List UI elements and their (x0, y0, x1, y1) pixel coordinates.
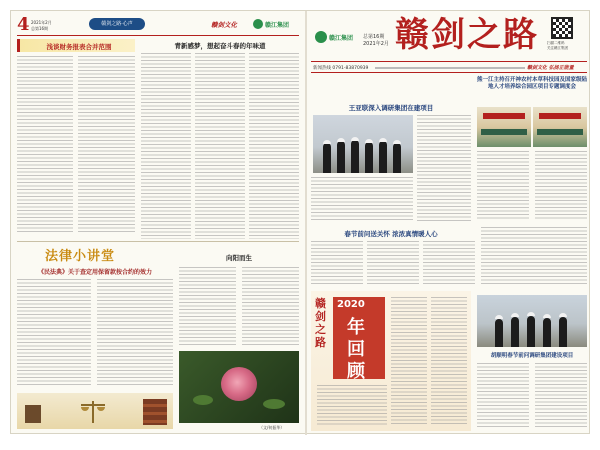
article-body-col3 (249, 53, 299, 239)
article-title: 《民法典》关于查定用保留款按合约的效力 (37, 269, 152, 276)
issue-date: 2021年2月 (363, 41, 389, 47)
author-note: （文/何振华） (259, 425, 285, 430)
rose-flower-icon (221, 367, 257, 401)
info-bar-lines (375, 67, 525, 69)
article-body-col1 (477, 363, 529, 429)
qr-caption-2: 关注赣江集团 (547, 46, 568, 50)
article-body-col2 (242, 267, 299, 345)
article-body-col2 (97, 279, 173, 387)
site-visit-photo (477, 295, 587, 347)
info-bar (311, 61, 587, 73)
article-body-col1 (311, 177, 413, 221)
qr-code (551, 17, 573, 39)
logo-text: 赣江集团 (329, 35, 354, 42)
book-icon (25, 405, 41, 423)
feature-word-back: 顾 (347, 361, 365, 382)
logo-mark-icon (315, 31, 327, 43)
article-body-col2 (367, 241, 419, 285)
left-page (11, 11, 305, 435)
article-body-col2 (535, 151, 587, 221)
right-page (307, 11, 591, 435)
brand-slogan: 赣剑文化 弘扬正能量 (527, 65, 574, 71)
right-logo (315, 31, 363, 45)
article-body-col2 (78, 56, 135, 234)
article-toward-sun (179, 245, 299, 431)
article-body-col1 (141, 53, 191, 239)
newspaper-spread (10, 10, 590, 434)
legal-illustration (17, 393, 173, 429)
article-body-col4 (481, 227, 587, 285)
feature-body-col3 (317, 385, 387, 425)
feature-word-look: 回 (347, 339, 365, 360)
divider-rule (17, 241, 299, 242)
article-body-col1 (311, 241, 363, 285)
article-title: 王亚联深入调研集团在建项目 (348, 104, 434, 112)
article-body-col3 (423, 241, 475, 285)
inspection-photo (313, 115, 413, 173)
article-title-banner (17, 39, 135, 52)
books-stack-icon (143, 399, 167, 425)
article-body-col1 (17, 56, 73, 234)
scales-icon (81, 401, 105, 423)
article-inspection (311, 77, 471, 223)
logo-mark-icon (253, 19, 263, 29)
article-spring-story (141, 39, 299, 239)
logo-text: 赣江集团 (265, 22, 290, 29)
issue-date: 2021年2月 (31, 20, 52, 25)
feature-year: 2020 (337, 299, 365, 310)
qr-caption: 扫描二维码 (547, 41, 565, 45)
masthead-title: 赣剑之路 (395, 15, 539, 55)
masthead (311, 13, 587, 61)
article-title: 胡顺明春节前问调研集团建设项目 (490, 353, 574, 359)
article-title: 向阳而生 (226, 254, 252, 262)
article-body-col1 (179, 267, 236, 345)
article-meeting (477, 77, 587, 223)
year-badge (333, 297, 385, 382)
section-tab: 赣剑之路·心声 (89, 18, 145, 30)
meeting-photo-1 (477, 107, 531, 147)
article-body-col2 (535, 363, 587, 429)
article-body-col2 (195, 53, 245, 239)
issue-number: 总第16期 (363, 34, 385, 40)
rose-photo (179, 351, 299, 423)
article-festival-care (311, 227, 587, 287)
hotline-text: 新闻热线 0791-83870939 (313, 66, 369, 71)
left-logo (253, 17, 301, 31)
article-title: 春节前问送关怀 浓浓真情暖人心 (344, 230, 438, 238)
legal-column-logo (45, 245, 145, 263)
article-title: 熊一江主持召开神农村本草科技园及国家级陆地人才培养综合园区项目专题调度会 (477, 77, 588, 90)
article-body-col1 (477, 151, 529, 221)
feature-logo: 赣剑之路 (315, 297, 326, 349)
article-title: 浅谈财务报表合并范围 (46, 43, 112, 51)
brand-slogan: 赣剑文化 (211, 21, 237, 29)
issue-number: 总第16期 (31, 26, 49, 31)
article-title: 青新感梦，想起奋斗春的年味道 (174, 42, 266, 50)
left-header (17, 15, 299, 37)
feature-word-year: 年 (347, 317, 365, 338)
feature-body-col1 (391, 297, 427, 425)
article-financial-report (17, 39, 135, 239)
legal-column (17, 245, 173, 431)
page-number: 4 (17, 14, 30, 35)
article-body-col2 (417, 115, 471, 221)
article-body-col1 (17, 279, 91, 387)
year-review-feature (311, 291, 471, 431)
feature-body-col2 (431, 297, 467, 425)
meeting-photo-2 (533, 107, 587, 147)
column-logo-text: 法律小讲堂 (45, 249, 116, 264)
header-rule (17, 35, 299, 36)
article-site-visit (477, 291, 587, 431)
